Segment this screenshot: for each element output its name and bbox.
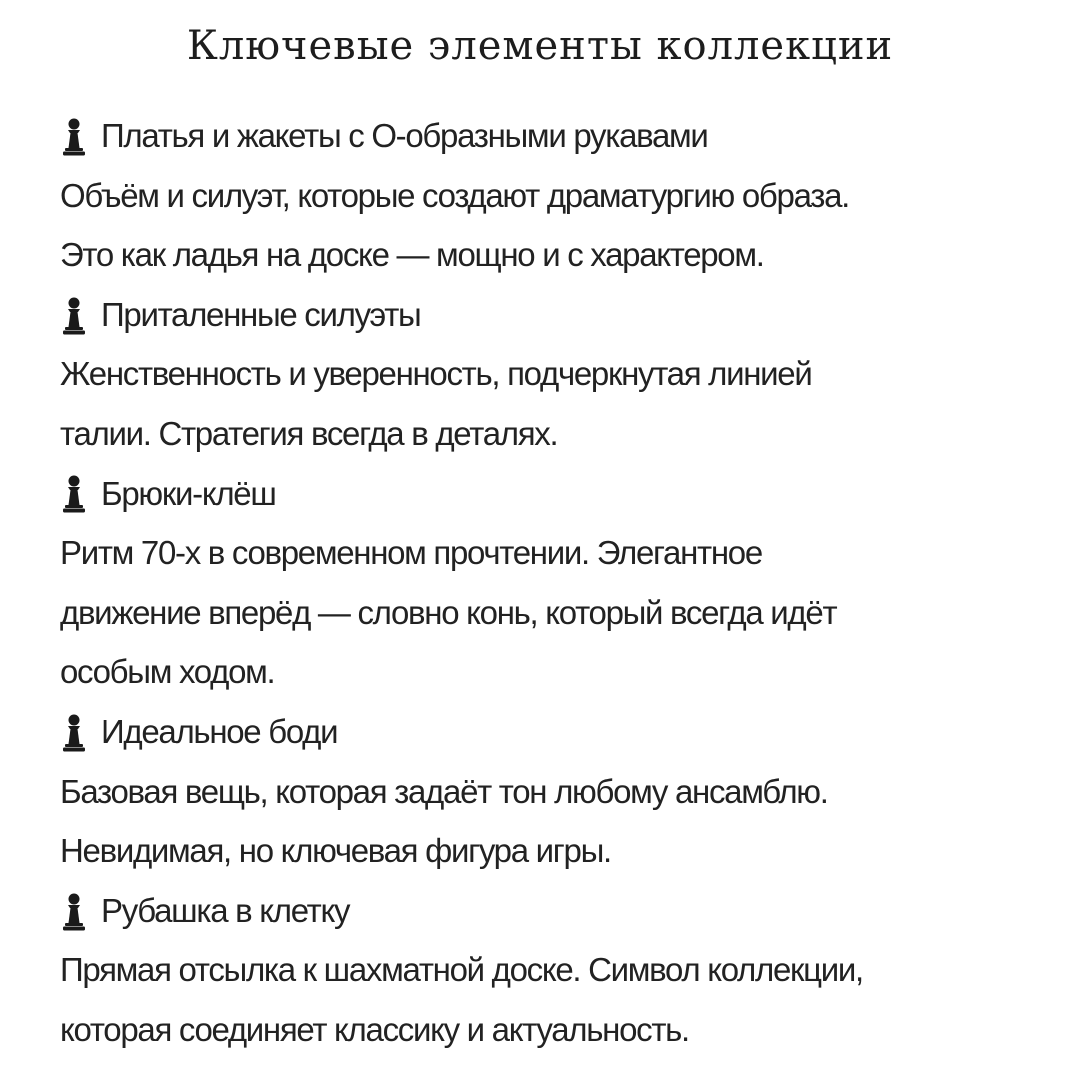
pawn-icon <box>60 117 88 157</box>
item-text-line: которая соединяет классику и актуальность. <box>60 1010 689 1048</box>
item-text-line: движение вперёд — словно конь, который всегда идёт <box>60 593 837 631</box>
item-text-line: Объём и силуэт, которые создают драматургию образа. <box>60 176 850 214</box>
list-item <box>60 106 1060 285</box>
list-item <box>60 702 1060 881</box>
item-heading-text: Рубашка в клетку <box>101 891 350 929</box>
pawn-icon <box>60 296 88 336</box>
item-text-line: Это как ладья на доске — мощно и с характером. <box>60 236 764 274</box>
list-item <box>60 464 1060 702</box>
item-heading-text: Приталенные силуэты <box>101 295 421 333</box>
pawn-icon <box>60 474 88 514</box>
pawn-icon <box>60 713 88 753</box>
list-item <box>60 881 1060 1060</box>
item-heading <box>60 702 1060 762</box>
item-text-line: Женственность и уверенность, подчеркнутая линией <box>60 355 812 393</box>
item-heading <box>60 106 1060 166</box>
item-heading-text: Брюки-клёш <box>101 474 276 512</box>
item-text-line: Ритм 70-х в современном прочтении. Элегантное <box>60 534 762 572</box>
item-heading <box>60 285 1060 345</box>
item-text-line: Прямая отсылка к шахматной доске. Символ коллекции, <box>60 951 863 989</box>
item-text-line: Невидимая, но ключевая фигура игры. <box>60 832 611 870</box>
item-text-line: талии. Стратегия всегда в деталях. <box>60 414 558 452</box>
pawn-icon <box>60 892 88 932</box>
item-text-line: особым ходом. <box>60 653 275 691</box>
page-title: Ключевые элементы коллекции <box>186 23 894 69</box>
item-text-line: Базовая вещь, которая задаёт тон любому ансамблю. <box>60 772 828 810</box>
item-heading <box>60 464 1060 524</box>
collection-list <box>60 106 1060 1060</box>
item-heading-text: Идеальное боди <box>101 712 338 750</box>
item-heading-text: Платья и жакеты с О-образными рукавами <box>101 117 708 154</box>
list-item <box>60 285 1060 464</box>
item-heading <box>60 881 1060 941</box>
